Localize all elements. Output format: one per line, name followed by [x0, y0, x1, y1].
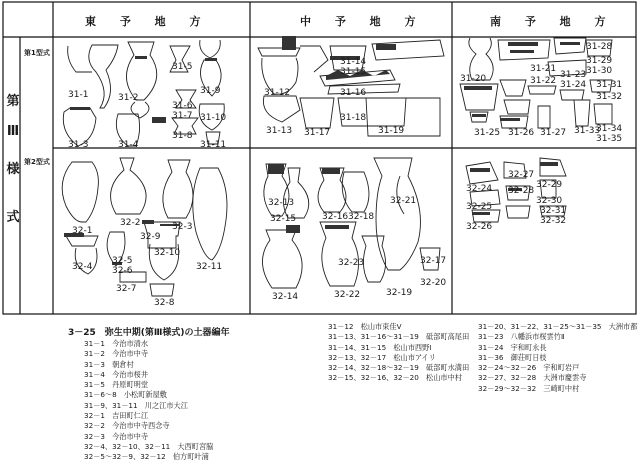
legend-item: 32－2 今治市中寺西念寺 — [84, 421, 170, 431]
legend-item: 31－9、31－11 川之江市大江 — [84, 400, 188, 410]
specimen-label: 32-19 — [386, 288, 413, 298]
specimen-label: 31-32 — [596, 92, 623, 102]
specimen-label: 32-26 — [466, 222, 493, 232]
specimen-label: 31-6 — [172, 101, 193, 111]
specimen-label: 31-21 — [530, 64, 557, 74]
type1-label: 第1型式 — [24, 49, 50, 57]
specimen-label: 32-5 — [112, 256, 133, 266]
legend-item: 31－36 御荘町日枝 — [478, 352, 547, 362]
specimen-label: 31-13 — [266, 126, 293, 136]
legend-central — [328, 322, 469, 384]
specimen-label: 31-22 — [530, 76, 557, 86]
stage-char-4: 式 — [6, 210, 20, 225]
legend-item: 32－13、32－17 松山市アイリ — [328, 352, 436, 362]
specimen-label: 31-1 — [68, 90, 89, 100]
stage-char-3: 様 — [6, 162, 20, 177]
specimen-label: 32-15 — [270, 214, 297, 224]
legend-item: 31－3 朝倉村 — [84, 359, 134, 369]
specimen-label: 32-24 — [466, 184, 493, 194]
specimen-label: 31-33 — [574, 126, 601, 136]
legend-item: 32－5～32－9、32－12 伯方町叶浦 — [84, 452, 209, 462]
east-type1-decoration — [70, 56, 217, 123]
specimen-label: 32-21 — [390, 196, 417, 206]
specimen-label: 31-3 — [68, 140, 89, 150]
specimen-label: 31-11 — [200, 140, 227, 150]
legend-item: 31－14、31－15 松山市西野Ⅰ — [328, 342, 432, 352]
legend-item: 31－2 今治市中寺 — [84, 349, 149, 359]
specimen-label: 31-4 — [118, 140, 139, 150]
legend-item: 32－24～32－26 宇和町岩戸 — [478, 363, 580, 373]
specimen-label: 31-10 — [200, 113, 227, 123]
specimen-label: 31-24 — [560, 80, 587, 90]
specimen-label: 32-6 — [112, 266, 133, 276]
legend-south — [478, 322, 637, 394]
specimen-label: 32-32 — [540, 216, 567, 226]
legend-item: 32－14、32－18～32－19 砥部町水満田 — [328, 363, 470, 373]
specimen-label: 31-15 — [340, 67, 367, 77]
legend-item: 31－5 丹原町明堂 — [84, 380, 149, 390]
specimen-label: 32-22 — [334, 290, 361, 300]
specimen-label: 31-23 — [560, 70, 587, 80]
specimen-label: 32-9 — [140, 232, 161, 242]
specimen-label: 32-11 — [196, 262, 223, 272]
specimen-label: 32-14 — [272, 292, 299, 302]
stage-char-2: Ⅲ — [6, 124, 20, 139]
specimen-label: 31-2 — [118, 93, 139, 103]
specimen-label: 31-7 — [172, 111, 193, 121]
specimen-label: 32-8 — [154, 298, 175, 308]
specimen-label: 32-28 — [508, 186, 535, 196]
specimen-label: 32-27 — [508, 170, 535, 180]
specimen-label: 31-27 — [540, 128, 567, 138]
legend-item: 31－12 松山市束佳Ⅴ — [328, 322, 402, 331]
specimen-label: 32-31 — [540, 206, 567, 216]
specimen-label: 31-25 — [474, 128, 501, 138]
legend-item: 32－15、32－16、32－20 松山市中村 — [328, 373, 462, 383]
specimen-label: 31-9 — [200, 86, 221, 96]
specimen-label: 32-30 — [536, 196, 563, 206]
specimen-label: 32-29 — [536, 180, 563, 190]
type2-label: 第2型式 — [24, 158, 50, 166]
specimen-label: 32-25 — [466, 202, 493, 212]
specimen-label: 32-13 — [268, 198, 295, 208]
specimen-label: 31-20 — [460, 74, 487, 84]
figure-caption: 3－25 弥生中期(第Ⅲ様式)の土器編年 — [68, 328, 230, 338]
specimen-label: 31-18 — [340, 113, 367, 123]
specimen-label: 31-12 — [264, 88, 291, 98]
specimen-label: 31-16 — [340, 88, 367, 98]
specimen-label: 31-35 — [596, 134, 623, 144]
specimen-label: 32-7 — [116, 284, 137, 294]
specimen-label: 32-3 — [172, 222, 193, 232]
specimen-label: 31-17 — [304, 128, 331, 138]
specimen-label: 31-14 — [340, 57, 367, 67]
legend-item: 32－3 今治市中寺 — [84, 431, 149, 441]
specimen-label: 31-26 — [508, 128, 535, 138]
legend-item: 32－4、32－10、32－11 大西町宮脇 — [84, 441, 214, 451]
specimen-label: 32-20 — [420, 278, 447, 288]
header-east: 東 予 地 方 — [85, 15, 211, 28]
legend-item: 32－27、32－28 大洲市慶雲寺 — [478, 373, 587, 383]
legend-item: 31－23 八幡浜市桜雲竹Ⅱ — [478, 332, 565, 342]
legend-item: 31－24 宇和町永長 — [478, 342, 547, 352]
legend-item: 31－4 今治市桜井 — [84, 369, 149, 379]
specimen-label: 31-5 — [172, 62, 193, 72]
legend-item: 31－1 今治市清水 — [84, 339, 149, 348]
specimen-label: 31-31 — [596, 80, 623, 90]
specimen-label: 31-34 — [596, 124, 623, 134]
header-south: 南 予 地 方 — [490, 15, 616, 28]
specimen-label: 32-17 — [420, 256, 447, 266]
specimen-label: 32-18 — [348, 212, 375, 222]
specimen-label: 32-1 — [72, 226, 93, 236]
legend-item: 31－6～8 小松町新屋敷 — [84, 390, 167, 400]
specimen-label: 32-4 — [72, 262, 93, 272]
central-type1-decoration — [282, 36, 396, 80]
specimen-label: 31-19 — [378, 126, 405, 136]
legend-east — [84, 339, 213, 463]
legend-item: 32－29～32－32 三崎町中村 — [478, 383, 580, 393]
specimen-label: 32-23 — [338, 258, 365, 268]
specimen-label: 31-30 — [586, 66, 613, 76]
specimen-label: 31-8 — [172, 131, 193, 141]
legend-item: 31－20、31－22、31－25～31－35 大洲市都 — [478, 322, 638, 331]
specimen-label: 32-2 — [120, 218, 141, 228]
header-central: 中 予 地 方 — [300, 15, 426, 28]
stage-char-1: 第 — [6, 94, 20, 109]
specimen-label: 32-16 — [322, 212, 349, 222]
legend-item: 32－1 吉田町仁江 — [84, 411, 149, 421]
specimen-label: 31-28 — [586, 42, 613, 52]
specimen-label: 31-29 — [586, 56, 613, 66]
specimen-label: 32-10 — [154, 248, 181, 258]
legend-item: 31－13、31－16～31－19 砥部町高尾田 — [328, 332, 470, 342]
